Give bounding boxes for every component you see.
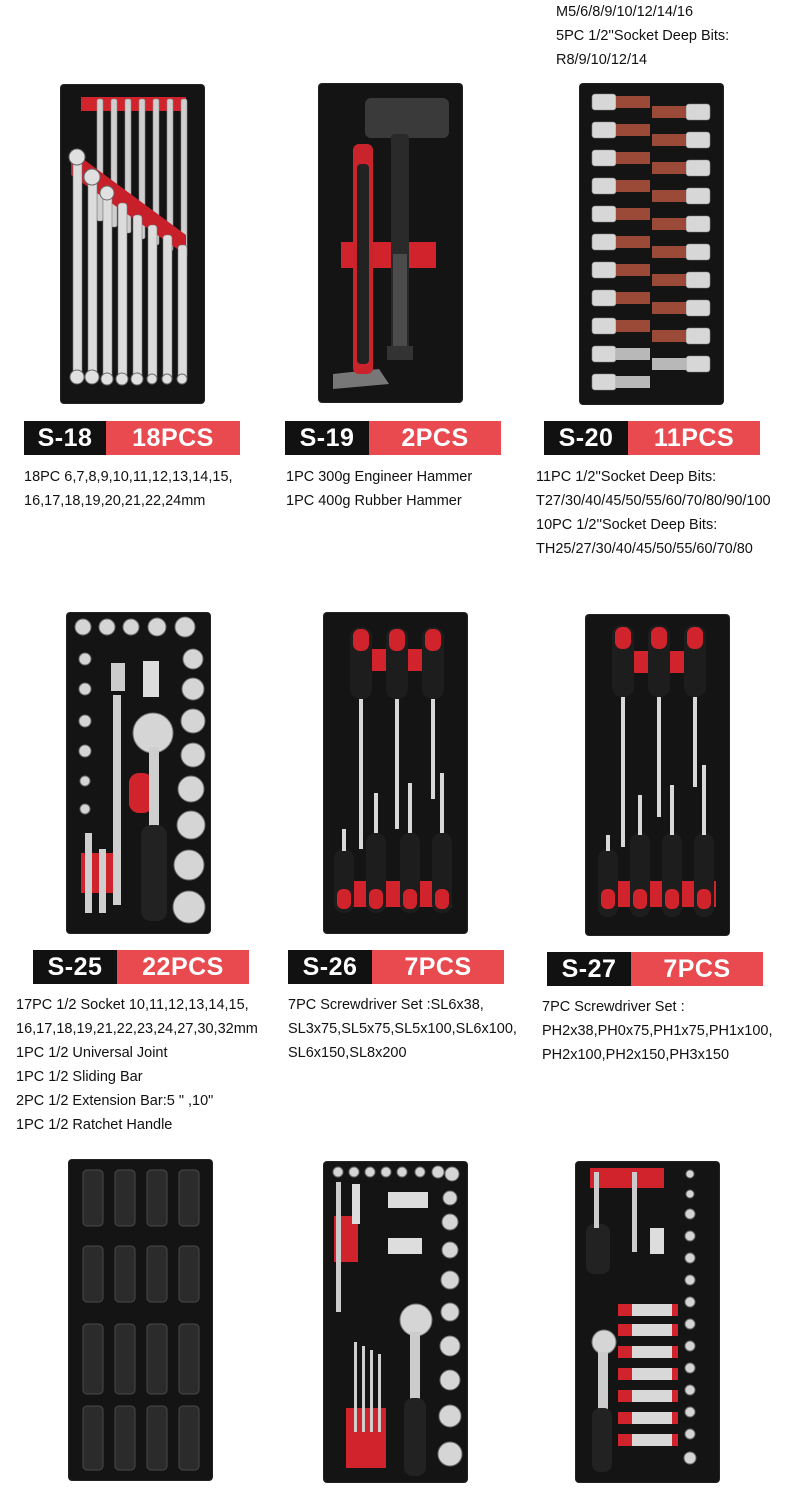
bottom-tray-2-image [324, 1162, 467, 1482]
s27-tray-image [586, 615, 729, 935]
s27-line: 7PC Screwdriver Set : [542, 999, 685, 1015]
s18-count: 18PCS [106, 421, 240, 455]
s25-line: 1PC 1/2 Ratchet Handle [16, 1117, 173, 1133]
s19-description [286, 465, 472, 513]
s18-line: 18PC 6,7,8,9,10,11,12,13,14,15, [24, 469, 233, 485]
s18-tray-image [61, 85, 204, 403]
top-line-1: M5/6/8/9/10/12/14/16 [556, 4, 694, 20]
socket-ratchet-hexkey-tray-icon [324, 1162, 467, 1482]
s27-badge [547, 952, 763, 986]
s26-code: S-26 [288, 950, 372, 984]
quarter-inch-socket-tray-icon [576, 1162, 719, 1482]
s20-code: S-20 [544, 421, 628, 455]
s26-description [288, 993, 517, 1065]
s19-tray-image [319, 84, 462, 402]
s20-count: 11PCS [628, 421, 760, 455]
top-line-3: R8/9/10/12/14 [556, 52, 648, 68]
s25-line: 1PC 1/2 Sliding Bar [16, 1069, 143, 1085]
s20-line: 10PC 1/2''Socket Deep Bits: [536, 517, 718, 533]
s19-badge [285, 421, 501, 455]
s27-line: PH2x38,PH0x75,PH1x75,PH1x100, [542, 1023, 773, 1039]
s20-tray-image [580, 84, 723, 404]
s19-code: S-19 [285, 421, 369, 455]
top-line-2: 5PC 1/2''Socket Deep Bits: [556, 28, 730, 44]
s26-count: 7PCS [372, 950, 504, 984]
bottom-tray-1-image [69, 1160, 212, 1480]
socket-ratchet-tray-icon [67, 613, 210, 933]
s27-count: 7PCS [631, 952, 763, 986]
s20-badge [544, 421, 760, 455]
s19-count: 2PCS [369, 421, 501, 455]
s25-count: 22PCS [117, 950, 249, 984]
s20-line: TH25/27/30/40/45/50/55/60/70/80 [536, 541, 753, 557]
s25-line: 17PC 1/2 Socket 10,11,12,13,14,15, [16, 997, 249, 1013]
s25-badge [33, 950, 249, 984]
s26-line: SL6x150,SL8x200 [288, 1045, 407, 1061]
s25-line: 2PC 1/2 Extension Bar:5 " ,10" [16, 1093, 214, 1109]
s19-line: 1PC 300g Engineer Hammer [286, 469, 473, 485]
s25-tray-image [67, 613, 210, 933]
s20-line: 11PC 1/2''Socket Deep Bits: [536, 469, 717, 485]
s26-badge [288, 950, 504, 984]
top-description [556, 0, 729, 72]
s27-code: S-27 [547, 952, 631, 986]
s26-line: 7PC Screwdriver Set :SL6x38, [288, 997, 484, 1013]
s25-code: S-25 [33, 950, 117, 984]
combination-wrench-tray-icon [61, 85, 204, 403]
s18-badge [24, 421, 240, 455]
s18-code: S-18 [24, 421, 106, 455]
s25-line: 1PC 1/2 Universal Joint [16, 1045, 168, 1061]
impact-bit-socket-tray-icon [69, 1160, 212, 1480]
s18-line: 16,17,18,19,20,21,22,24mm [24, 493, 206, 509]
slotted-screwdriver-tray-icon [324, 613, 467, 933]
s20-line: T27/30/40/45/50/55/60/70/80/90/100 [536, 493, 771, 509]
hammer-tray-icon [319, 84, 462, 402]
s19-line: 1PC 400g Rubber Hammer [286, 493, 462, 509]
s27-description [542, 995, 773, 1067]
s26-tray-image [324, 613, 467, 933]
s18-description [24, 465, 233, 513]
s26-line: SL3x75,SL5x75,SL5x100,SL6x100, [288, 1021, 517, 1037]
phillips-screwdriver-tray-icon [586, 615, 729, 935]
socket-bit-tray-icon [580, 84, 723, 404]
bottom-tray-3-image [576, 1162, 719, 1482]
s27-line: PH2x100,PH2x150,PH3x150 [542, 1047, 730, 1063]
s25-line: 16,17,18,19,21,22,23,24,27,30,32mm [16, 1021, 258, 1037]
s25-description [16, 993, 258, 1137]
s20-description [536, 465, 771, 561]
